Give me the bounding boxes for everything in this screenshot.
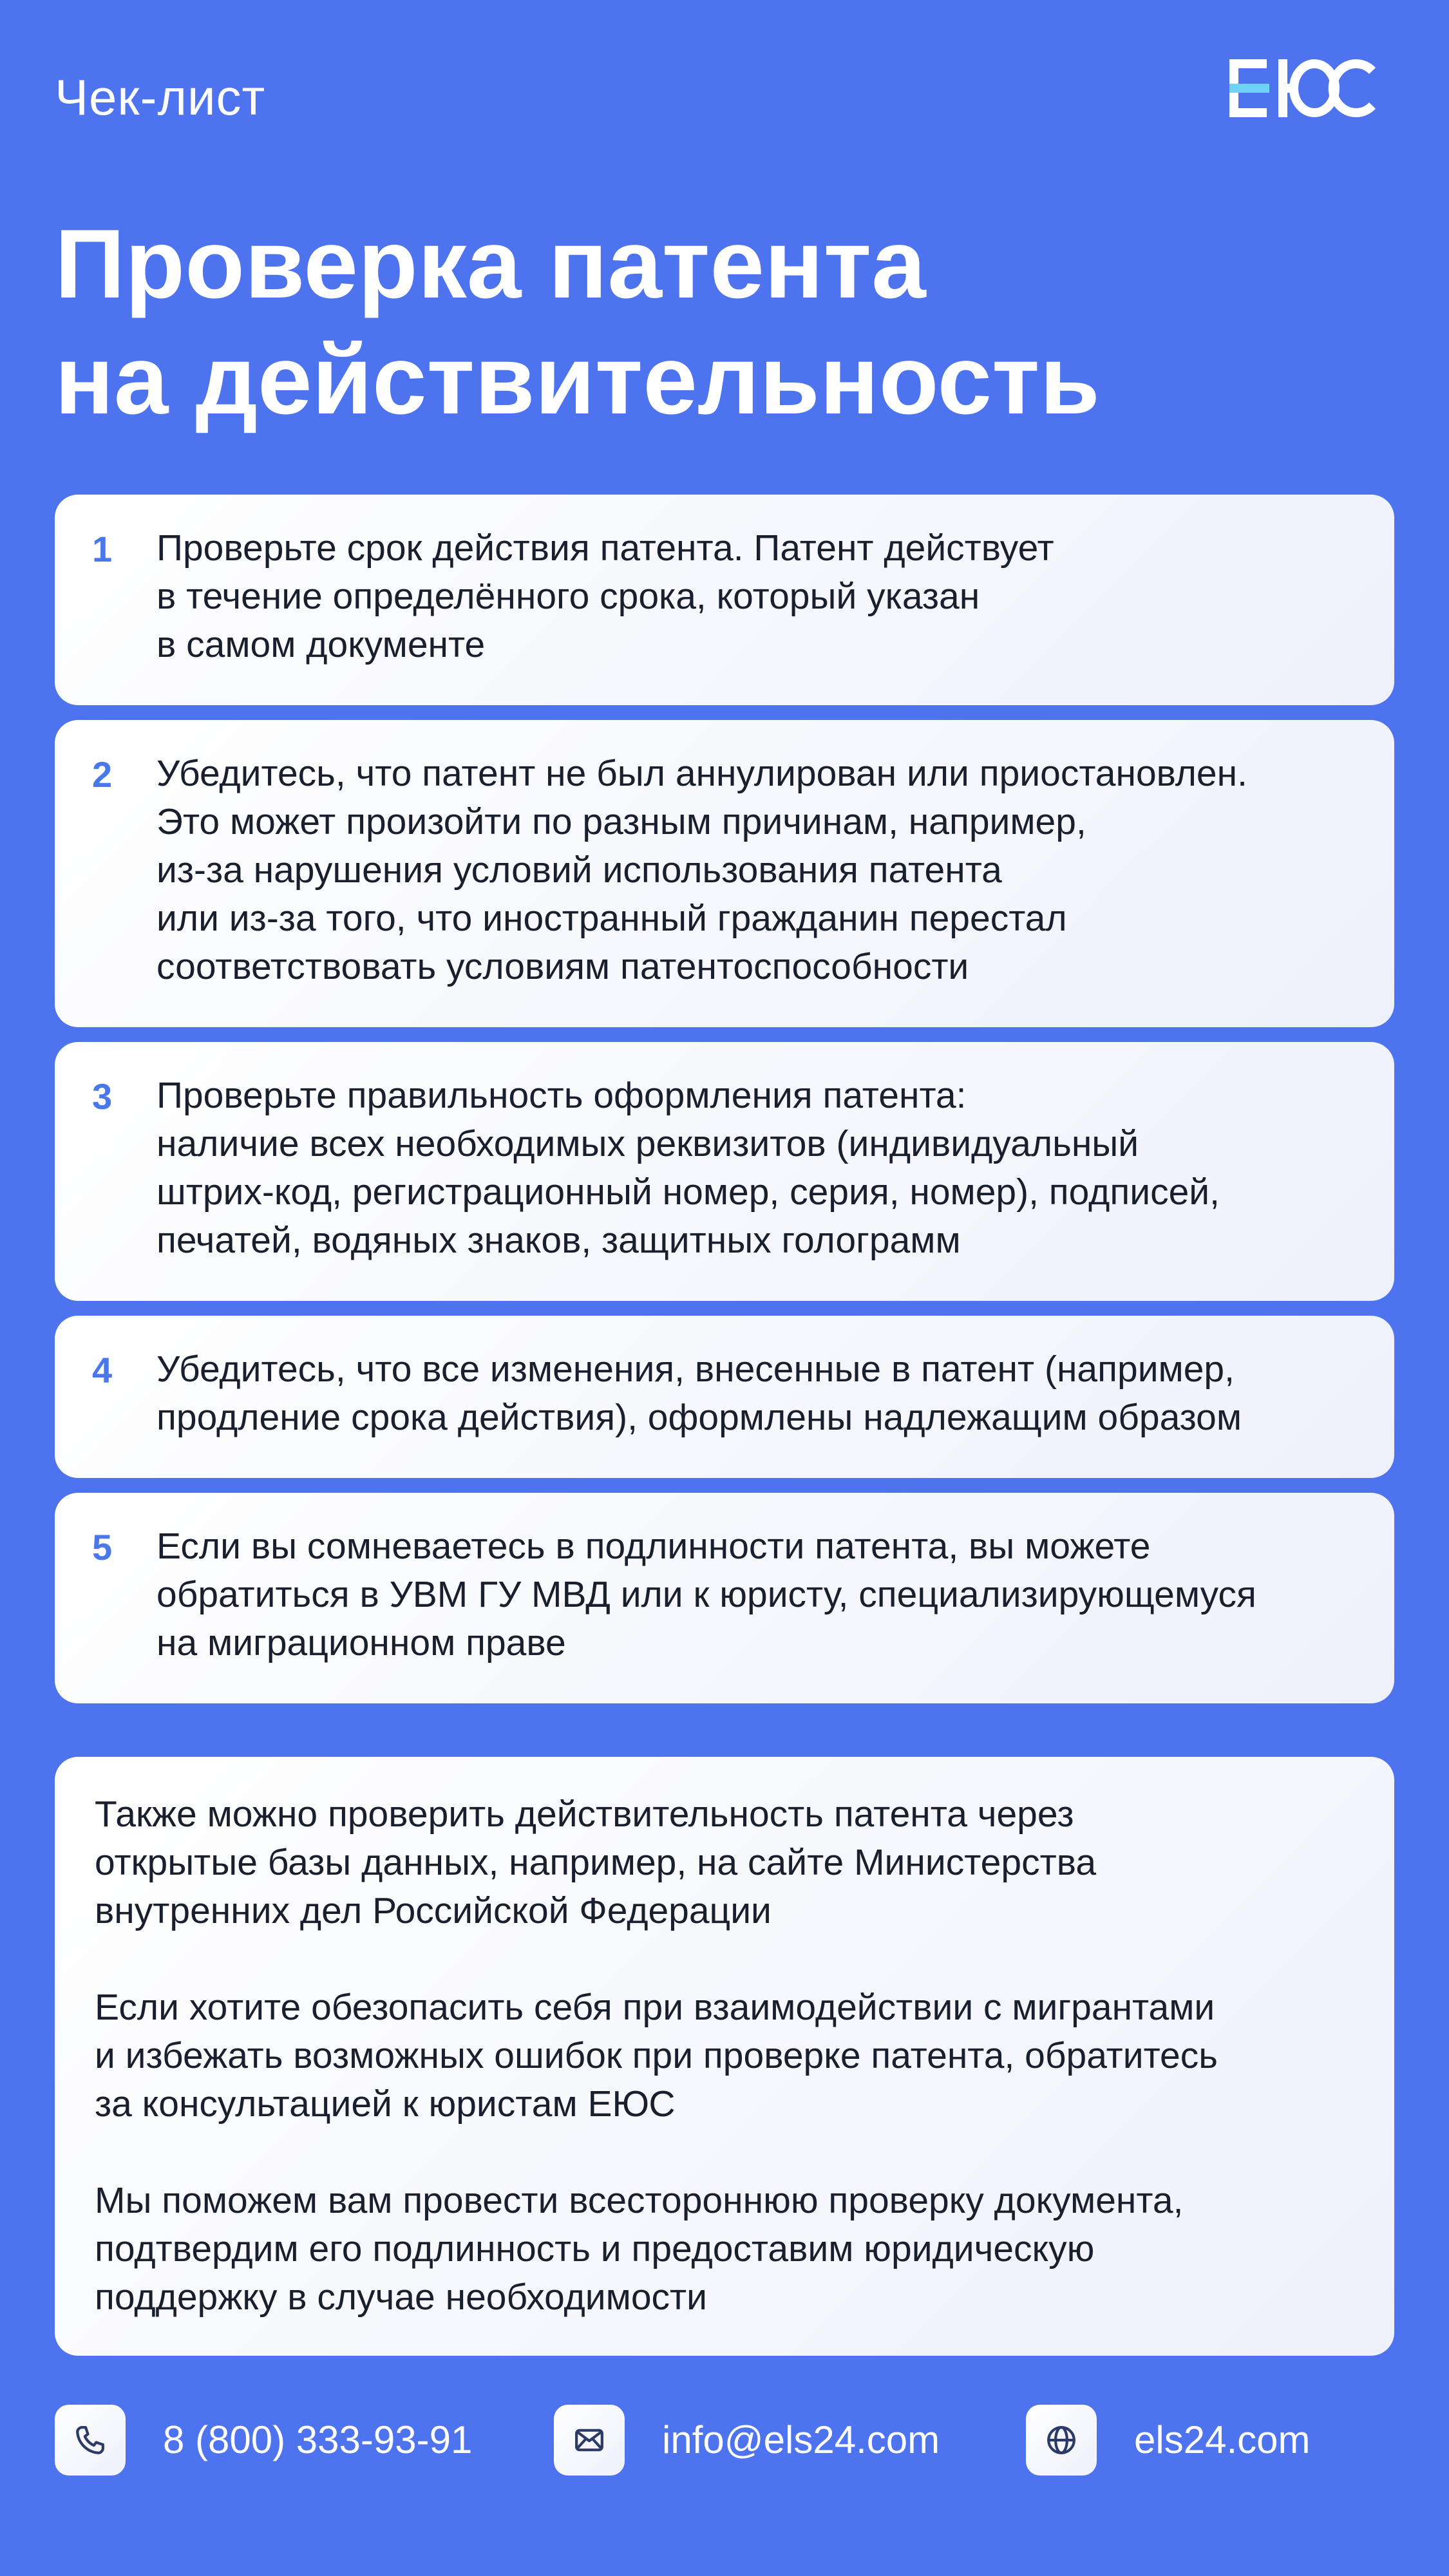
item-line: или из-за того, что иностранный гражданин перестал <box>156 898 1067 939</box>
item-number: 4 <box>92 1350 113 1390</box>
contact-email[interactable] <box>554 2405 979 2476</box>
item-line: Убедитесь, что все изменения, внесенные в патент (например, <box>156 1349 1235 1390</box>
header-bar <box>55 64 1394 129</box>
item-number: 2 <box>92 754 113 795</box>
mail-icon <box>554 2405 625 2476</box>
item-line: обратиться в УВМ ГУ МВД или к юристу, специализирующемуся <box>156 1574 1256 1615</box>
checklist-item-1 <box>55 495 1394 705</box>
item-number: 3 <box>92 1076 113 1117</box>
info-line: и избежать возможных ошибок при проверке патента, обратитесь <box>95 2035 1218 2076</box>
item-line: штрих-код, регистрационный номер, серия, номер), подписей, <box>156 1171 1220 1213</box>
item-line: из-за нарушения условий использования патента <box>156 849 1002 891</box>
info-card <box>55 1757 1394 2356</box>
info-line: открытые базы данных, например, на сайте Министерства <box>95 1842 1097 1883</box>
item-number: 1 <box>92 529 113 569</box>
info-line: подтвердим его подлинность и предоставим юридическую <box>95 2228 1095 2269</box>
contact-website[interactable] <box>1026 2405 1387 2476</box>
title-line: на действительность <box>55 325 1100 435</box>
item-line: Если вы сомневаетесь в подлинности патента, вы можете <box>156 1526 1151 1567</box>
info-line: поддержку в случае необходимости <box>95 2277 707 2318</box>
item-text <box>156 1072 1356 1265</box>
item-text <box>156 524 1356 669</box>
info-line: Если хотите обезопасить себя при взаимодействии с мигрантами <box>95 1987 1215 2028</box>
item-line: Проверьте срок действия патента. Патент действует <box>156 527 1054 569</box>
info-line: за консультацией к юристам ЕЮС <box>95 2083 676 2125</box>
item-line: в самом документе <box>156 624 486 665</box>
email-address[interactable]: info@els24.com <box>662 2418 940 2461</box>
checklist-label: Чек-лист <box>55 69 266 126</box>
info-paragraph <box>95 1790 1356 1935</box>
info-paragraph <box>95 2177 1356 2322</box>
item-line: печатей, водяных знаков, защитных голограмм <box>156 1220 961 1261</box>
item-text <box>156 750 1356 991</box>
company-logo[interactable] <box>1227 53 1394 124</box>
item-line: Это может произойти по разным причинам, например, <box>156 801 1086 842</box>
checklist-item-3 <box>55 1042 1394 1301</box>
globe-icon <box>1026 2405 1097 2476</box>
item-line: соответствовать условиям патентоспособности <box>156 946 969 987</box>
phone-number[interactable]: 8 (800) 333-93-91 <box>163 2418 473 2461</box>
phone-icon <box>55 2405 126 2476</box>
contact-phone[interactable] <box>55 2405 506 2476</box>
logo-mark-icon <box>1227 53 1394 124</box>
info-line: Мы поможем вам провести всестороннюю проверку документа, <box>95 2180 1184 2221</box>
item-number: 5 <box>92 1527 113 1567</box>
item-line: в течение определённого срока, который указан <box>156 576 980 617</box>
item-text <box>156 1522 1356 1667</box>
checklist-item-4 <box>55 1316 1394 1478</box>
item-line: продление срока действия), оформлены надлежащим образом <box>156 1397 1242 1438</box>
item-line: наличие всех необходимых реквизитов (индивидуальный <box>156 1123 1139 1164</box>
item-line: Проверьте правильность оформления патента: <box>156 1075 967 1116</box>
page-title <box>55 206 1394 438</box>
info-line: внутренних дел Российской Федерации <box>95 1890 772 1931</box>
website-url[interactable]: els24.com <box>1134 2418 1311 2461</box>
item-line: на миграционном праве <box>156 1622 566 1663</box>
item-line: Убедитесь, что патент не был аннулирован или приостановлен. <box>156 753 1247 794</box>
info-paragraph <box>95 1984 1356 2128</box>
info-line: Также можно проверить действительность патента через <box>95 1794 1074 1835</box>
checklist-item-5 <box>55 1493 1394 1703</box>
title-line: Проверка патента <box>55 209 926 319</box>
checklist-item-2 <box>55 720 1394 1027</box>
item-text <box>156 1345 1356 1442</box>
